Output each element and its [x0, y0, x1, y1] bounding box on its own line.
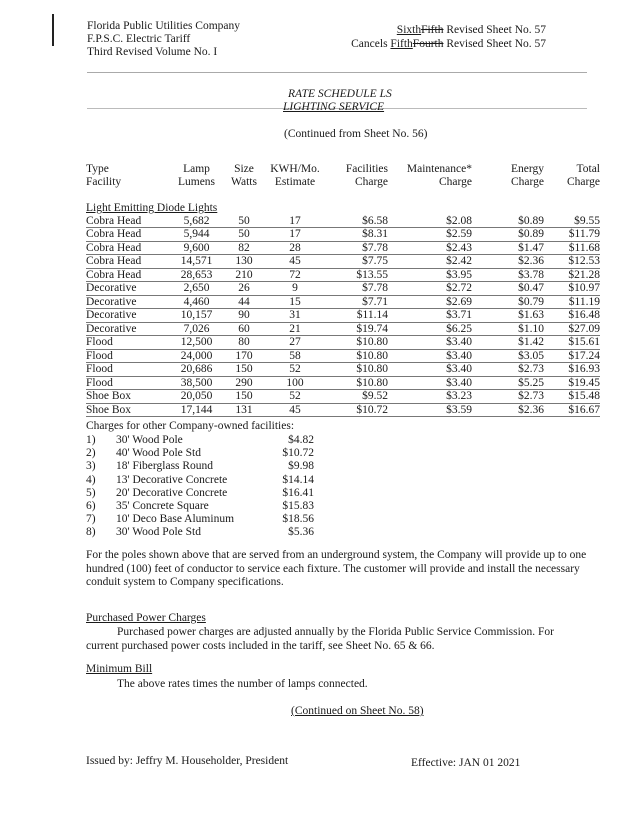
- table-cell: 28: [264, 241, 326, 255]
- table-cell: $3.78: [482, 268, 550, 282]
- table-row: [86, 349, 600, 363]
- table-cell: 26: [224, 282, 264, 296]
- table-cell: 131: [224, 403, 264, 417]
- col-header: Energy: [510, 163, 544, 175]
- table-row: [86, 228, 600, 242]
- table-cell: $3.40: [394, 363, 482, 377]
- table-cell: 17,144: [169, 403, 224, 417]
- margin-mark: [52, 14, 54, 46]
- table-cell: 58: [264, 349, 326, 363]
- table-cell: 28,653: [169, 268, 224, 282]
- table-cell: $1.63: [482, 309, 550, 323]
- table-cell: 21: [264, 322, 326, 336]
- col-header: Maintenance*: [406, 163, 472, 175]
- continued-on: (Continued on Sheet No. 58): [291, 705, 424, 717]
- col-header: Charge: [354, 175, 388, 188]
- table-cell: $3.05: [482, 349, 550, 363]
- table-cell: Cobra Head: [86, 215, 169, 228]
- col-header: KWH/Mo.: [270, 163, 320, 175]
- table-cell: Flood: [86, 349, 169, 363]
- charge-num: 3): [86, 460, 96, 473]
- table-cell: $2.59: [394, 228, 482, 242]
- cancels-suffix: Revised Sheet No. 57: [443, 38, 546, 50]
- table-cell: 100: [264, 376, 326, 390]
- table-cell: $17.24: [550, 349, 600, 363]
- col-header: Facility: [86, 175, 122, 188]
- table-cell: $2.73: [482, 363, 550, 377]
- col-header: Type: [86, 163, 109, 175]
- table-row: [86, 363, 600, 377]
- table-cell: Shoe Box: [86, 390, 169, 404]
- charge-item: [86, 460, 314, 473]
- table-cell: $3.40: [394, 336, 482, 350]
- col-header: Lumens: [177, 175, 216, 188]
- table-cell: 60: [224, 322, 264, 336]
- table-row: [86, 322, 600, 336]
- table-row: [86, 295, 600, 309]
- charge-desc: 30' Wood Pole Std: [116, 526, 201, 539]
- table-cell: Cobra Head: [86, 228, 169, 242]
- table-cell: $21.28: [550, 268, 600, 282]
- table-cell: $0.47: [482, 282, 550, 296]
- table-cell: 72: [264, 268, 326, 282]
- table-cell: $16.67: [550, 403, 600, 417]
- table-cell: Cobra Head: [86, 241, 169, 255]
- table-cell: 150: [224, 363, 264, 377]
- table-cell: 7,026: [169, 322, 224, 336]
- table-cell: $2.08: [394, 215, 482, 228]
- table-cell: 31: [264, 309, 326, 323]
- table-cell: Cobra Head: [86, 255, 169, 269]
- charge-desc: 10' Deco Base Aluminum: [116, 513, 235, 526]
- charge-num: 7): [86, 513, 96, 526]
- table-cell: Decorative: [86, 282, 169, 296]
- table-cell: 82: [224, 241, 264, 255]
- minimum-bill-text: The above rates times the number of lamps connected.: [117, 678, 368, 690]
- charge-num: 8): [86, 526, 96, 539]
- table-cell: $10.80: [326, 376, 394, 390]
- table-cell: $11.79: [550, 228, 600, 242]
- charge-num: 2): [86, 447, 96, 460]
- cancels-sheet: [351, 38, 546, 50]
- table-cell: 290: [224, 376, 264, 390]
- cancels-prefix: Cancels: [351, 38, 391, 50]
- table-cell: 17: [264, 228, 326, 242]
- table-cell: 210: [224, 268, 264, 282]
- table-cell: 90: [224, 309, 264, 323]
- sheet-number: [397, 24, 546, 36]
- table-cell: $1.10: [482, 322, 550, 336]
- table-cell: Flood: [86, 336, 169, 350]
- sheet-suffix: Revised Sheet No. 57: [443, 24, 546, 36]
- table-cell: 170: [224, 349, 264, 363]
- table-row: [86, 390, 600, 404]
- table-cell: Decorative: [86, 309, 169, 323]
- issued-by: Issued by: Jeffry M. Householder, President: [86, 755, 289, 767]
- table-cell: $27.09: [550, 322, 600, 336]
- table-cell: $0.89: [482, 228, 550, 242]
- table-header-row-2: [86, 176, 600, 189]
- table-cell: $5.25: [482, 376, 550, 390]
- table-cell: 27: [264, 336, 326, 350]
- table-cell: $1.47: [482, 241, 550, 255]
- sheet-old-struck: Fifth: [421, 24, 444, 36]
- table-cell: $3.40: [394, 376, 482, 390]
- schedule-title: RATE SCHEDULE LS: [288, 88, 392, 100]
- charge-item: [86, 474, 314, 487]
- spacer-row: [86, 188, 600, 202]
- volume-name: Third Revised Volume No. I: [87, 46, 218, 58]
- table-cell: $2.73: [482, 390, 550, 404]
- charge-desc: 13' Decorative Concrete: [116, 473, 228, 486]
- col-header: Facilities: [345, 163, 388, 175]
- table-row: [86, 336, 600, 350]
- table-cell: Flood: [86, 376, 169, 390]
- charge-amt: $14.14: [282, 473, 314, 486]
- table-cell: 2,650: [169, 282, 224, 296]
- table-cell: 12,500: [169, 336, 224, 350]
- table-cell: $6.25: [394, 322, 482, 336]
- company-name: Florida Public Utilities Company: [87, 20, 241, 32]
- table-cell: $15.61: [550, 336, 600, 350]
- table-cell: $1.42: [482, 336, 550, 350]
- other-charges-heading: Charges for other Company-owned facilities:: [86, 420, 295, 432]
- charge-amt: $16.41: [282, 486, 314, 499]
- charge-item: [86, 447, 314, 460]
- charge-desc: 30' Wood Pole: [116, 434, 183, 446]
- table-cell: $2.42: [394, 255, 482, 269]
- charge-amt: $5.36: [288, 526, 314, 539]
- charge-item: [86, 526, 314, 539]
- table-cell: $10.97: [550, 282, 600, 296]
- table-cell: $2.69: [394, 295, 482, 309]
- table-cell: $7.78: [326, 241, 394, 255]
- table-cell: 20,050: [169, 390, 224, 404]
- charge-desc: 18' Fiberglass Round: [116, 460, 214, 473]
- table-cell: $2.36: [482, 403, 550, 417]
- table-row: [86, 255, 600, 269]
- purchased-power-heading: Purchased Power Charges: [86, 612, 206, 624]
- table-row: [86, 215, 600, 228]
- table-cell: $7.78: [326, 282, 394, 296]
- col-header: Charge: [566, 175, 600, 188]
- rates-body: [86, 188, 600, 417]
- table-cell: 44: [224, 295, 264, 309]
- charge-desc: 35' Concrete Square: [116, 499, 209, 512]
- table-cell: $3.59: [394, 403, 482, 417]
- table-cell: $19.74: [326, 322, 394, 336]
- charge-amt: $18.56: [282, 513, 314, 526]
- table-header-row-1: [86, 163, 600, 176]
- charge-num: 1): [86, 434, 96, 446]
- schedule-subtitle: LIGHTING SERVICE: [283, 101, 385, 113]
- continued-from: (Continued from Sheet No. 56): [284, 128, 428, 140]
- sheet-new: Sixth: [396, 24, 422, 36]
- table-cell: 20,686: [169, 363, 224, 377]
- charge-amt: $15.83: [282, 499, 314, 512]
- table-cell: $15.48: [550, 390, 600, 404]
- table-cell: 24,000: [169, 349, 224, 363]
- table-cell: $3.23: [394, 390, 482, 404]
- table-cell: $3.40: [394, 349, 482, 363]
- table-cell: $2.43: [394, 241, 482, 255]
- table-cell: 5,944: [169, 228, 224, 242]
- table-cell: $10.80: [326, 349, 394, 363]
- charge-num: 6): [86, 499, 96, 512]
- table-row: [86, 403, 600, 417]
- table-cell: 45: [264, 255, 326, 269]
- col-header: Charge: [510, 175, 544, 188]
- section-label-row: [86, 202, 600, 215]
- table-cell: 9: [264, 282, 326, 296]
- col-header: Size: [234, 163, 254, 175]
- underground-paragraph: For the poles shown above that are served from an underground system, the Company will provide up to one hundred (100) feet of conductor to service each fixture. The customer will provide and install the necessary conduit system to Company specifications.: [86, 549, 587, 588]
- cancels-new: Fifth: [390, 38, 413, 50]
- cancels-old-struck: Fourth: [412, 38, 444, 50]
- table-cell: $0.79: [482, 295, 550, 309]
- table-cell: 10,157: [169, 309, 224, 323]
- table-cell: $10.72: [326, 403, 394, 417]
- table-cell: 52: [264, 390, 326, 404]
- table-cell: $7.75: [326, 255, 394, 269]
- charge-num: 4): [86, 473, 96, 486]
- table-cell: $7.71: [326, 295, 394, 309]
- table-row: [86, 268, 600, 282]
- table-cell: $10.80: [326, 336, 394, 350]
- col-header: Charge: [438, 175, 472, 188]
- table-row: [86, 376, 600, 390]
- table-cell: $10.80: [326, 363, 394, 377]
- charge-desc: 20' Decorative Concrete: [116, 486, 228, 499]
- table-cell: $6.58: [326, 215, 394, 228]
- table-cell: 52: [264, 363, 326, 377]
- table-cell: 38,500: [169, 376, 224, 390]
- charge-amt: $9.98: [288, 460, 314, 473]
- table-cell: 45: [264, 403, 326, 417]
- rates-table: [86, 163, 600, 417]
- table-cell: $2.36: [482, 255, 550, 269]
- header-rule: [87, 72, 587, 73]
- table-cell: $11.68: [550, 241, 600, 255]
- table-cell: $11.14: [326, 309, 394, 323]
- table-cell: Decorative: [86, 295, 169, 309]
- tariff-name: F.P.S.C. Electric Tariff: [87, 33, 191, 45]
- other-charges-list: [86, 434, 314, 540]
- col-header: Estimate: [274, 175, 316, 188]
- table-cell: 50: [224, 215, 264, 228]
- table-cell: Flood: [86, 363, 169, 377]
- table-cell: $9.52: [326, 390, 394, 404]
- charge-num: 5): [86, 486, 96, 499]
- table-cell: $12.53: [550, 255, 600, 269]
- table-cell: 80: [224, 336, 264, 350]
- col-header: Watts: [231, 175, 257, 188]
- table-cell: 130: [224, 255, 264, 269]
- table-cell: $3.71: [394, 309, 482, 323]
- table-row: [86, 241, 600, 255]
- table-cell: $8.31: [326, 228, 394, 242]
- table-cell: $16.48: [550, 309, 600, 323]
- table-cell: $13.55: [326, 268, 394, 282]
- section-label: Light Emitting Diode Lights: [86, 202, 218, 214]
- table-cell: $0.89: [482, 215, 550, 228]
- table-row: [86, 282, 600, 296]
- table-cell: $2.72: [394, 282, 482, 296]
- charge-item: [86, 434, 314, 447]
- table-cell: $9.55: [550, 215, 600, 228]
- table-cell: 4,460: [169, 295, 224, 309]
- charge-amt: $4.82: [288, 434, 314, 446]
- table-cell: $16.93: [550, 363, 600, 377]
- table-cell: 9,600: [169, 241, 224, 255]
- table-cell: 5,682: [169, 215, 224, 228]
- charge-item: [86, 487, 314, 500]
- purchased-power-text: Purchased power charges are adjusted annually by the Florida Public Service Commission. For current purchased power costs included in the tariff, see Sheet No. 65 & 66.: [86, 626, 555, 652]
- col-header: Lamp: [183, 163, 210, 175]
- table-cell: $11.19: [550, 295, 600, 309]
- effective-date: Effective: JAN 01 2021: [411, 757, 521, 769]
- charge-desc: 40' Wood Pole Std: [116, 447, 201, 460]
- table-cell: 17: [264, 215, 326, 228]
- minimum-bill-heading: Minimum Bill: [86, 663, 153, 675]
- table-cell: Decorative: [86, 322, 169, 336]
- charge-item: [86, 500, 314, 513]
- table-cell: Cobra Head: [86, 268, 169, 282]
- table-cell: Shoe Box: [86, 403, 169, 417]
- table-cell: 14,571: [169, 255, 224, 269]
- table-cell: $19.45: [550, 376, 600, 390]
- table-cell: 15: [264, 295, 326, 309]
- table-cell: 150: [224, 390, 264, 404]
- table-row: [86, 309, 600, 323]
- table-cell: $3.95: [394, 268, 482, 282]
- col-header: Total: [576, 163, 600, 175]
- table-cell: 50: [224, 228, 264, 242]
- charge-amt: $10.72: [282, 447, 314, 460]
- charge-item: [86, 513, 314, 526]
